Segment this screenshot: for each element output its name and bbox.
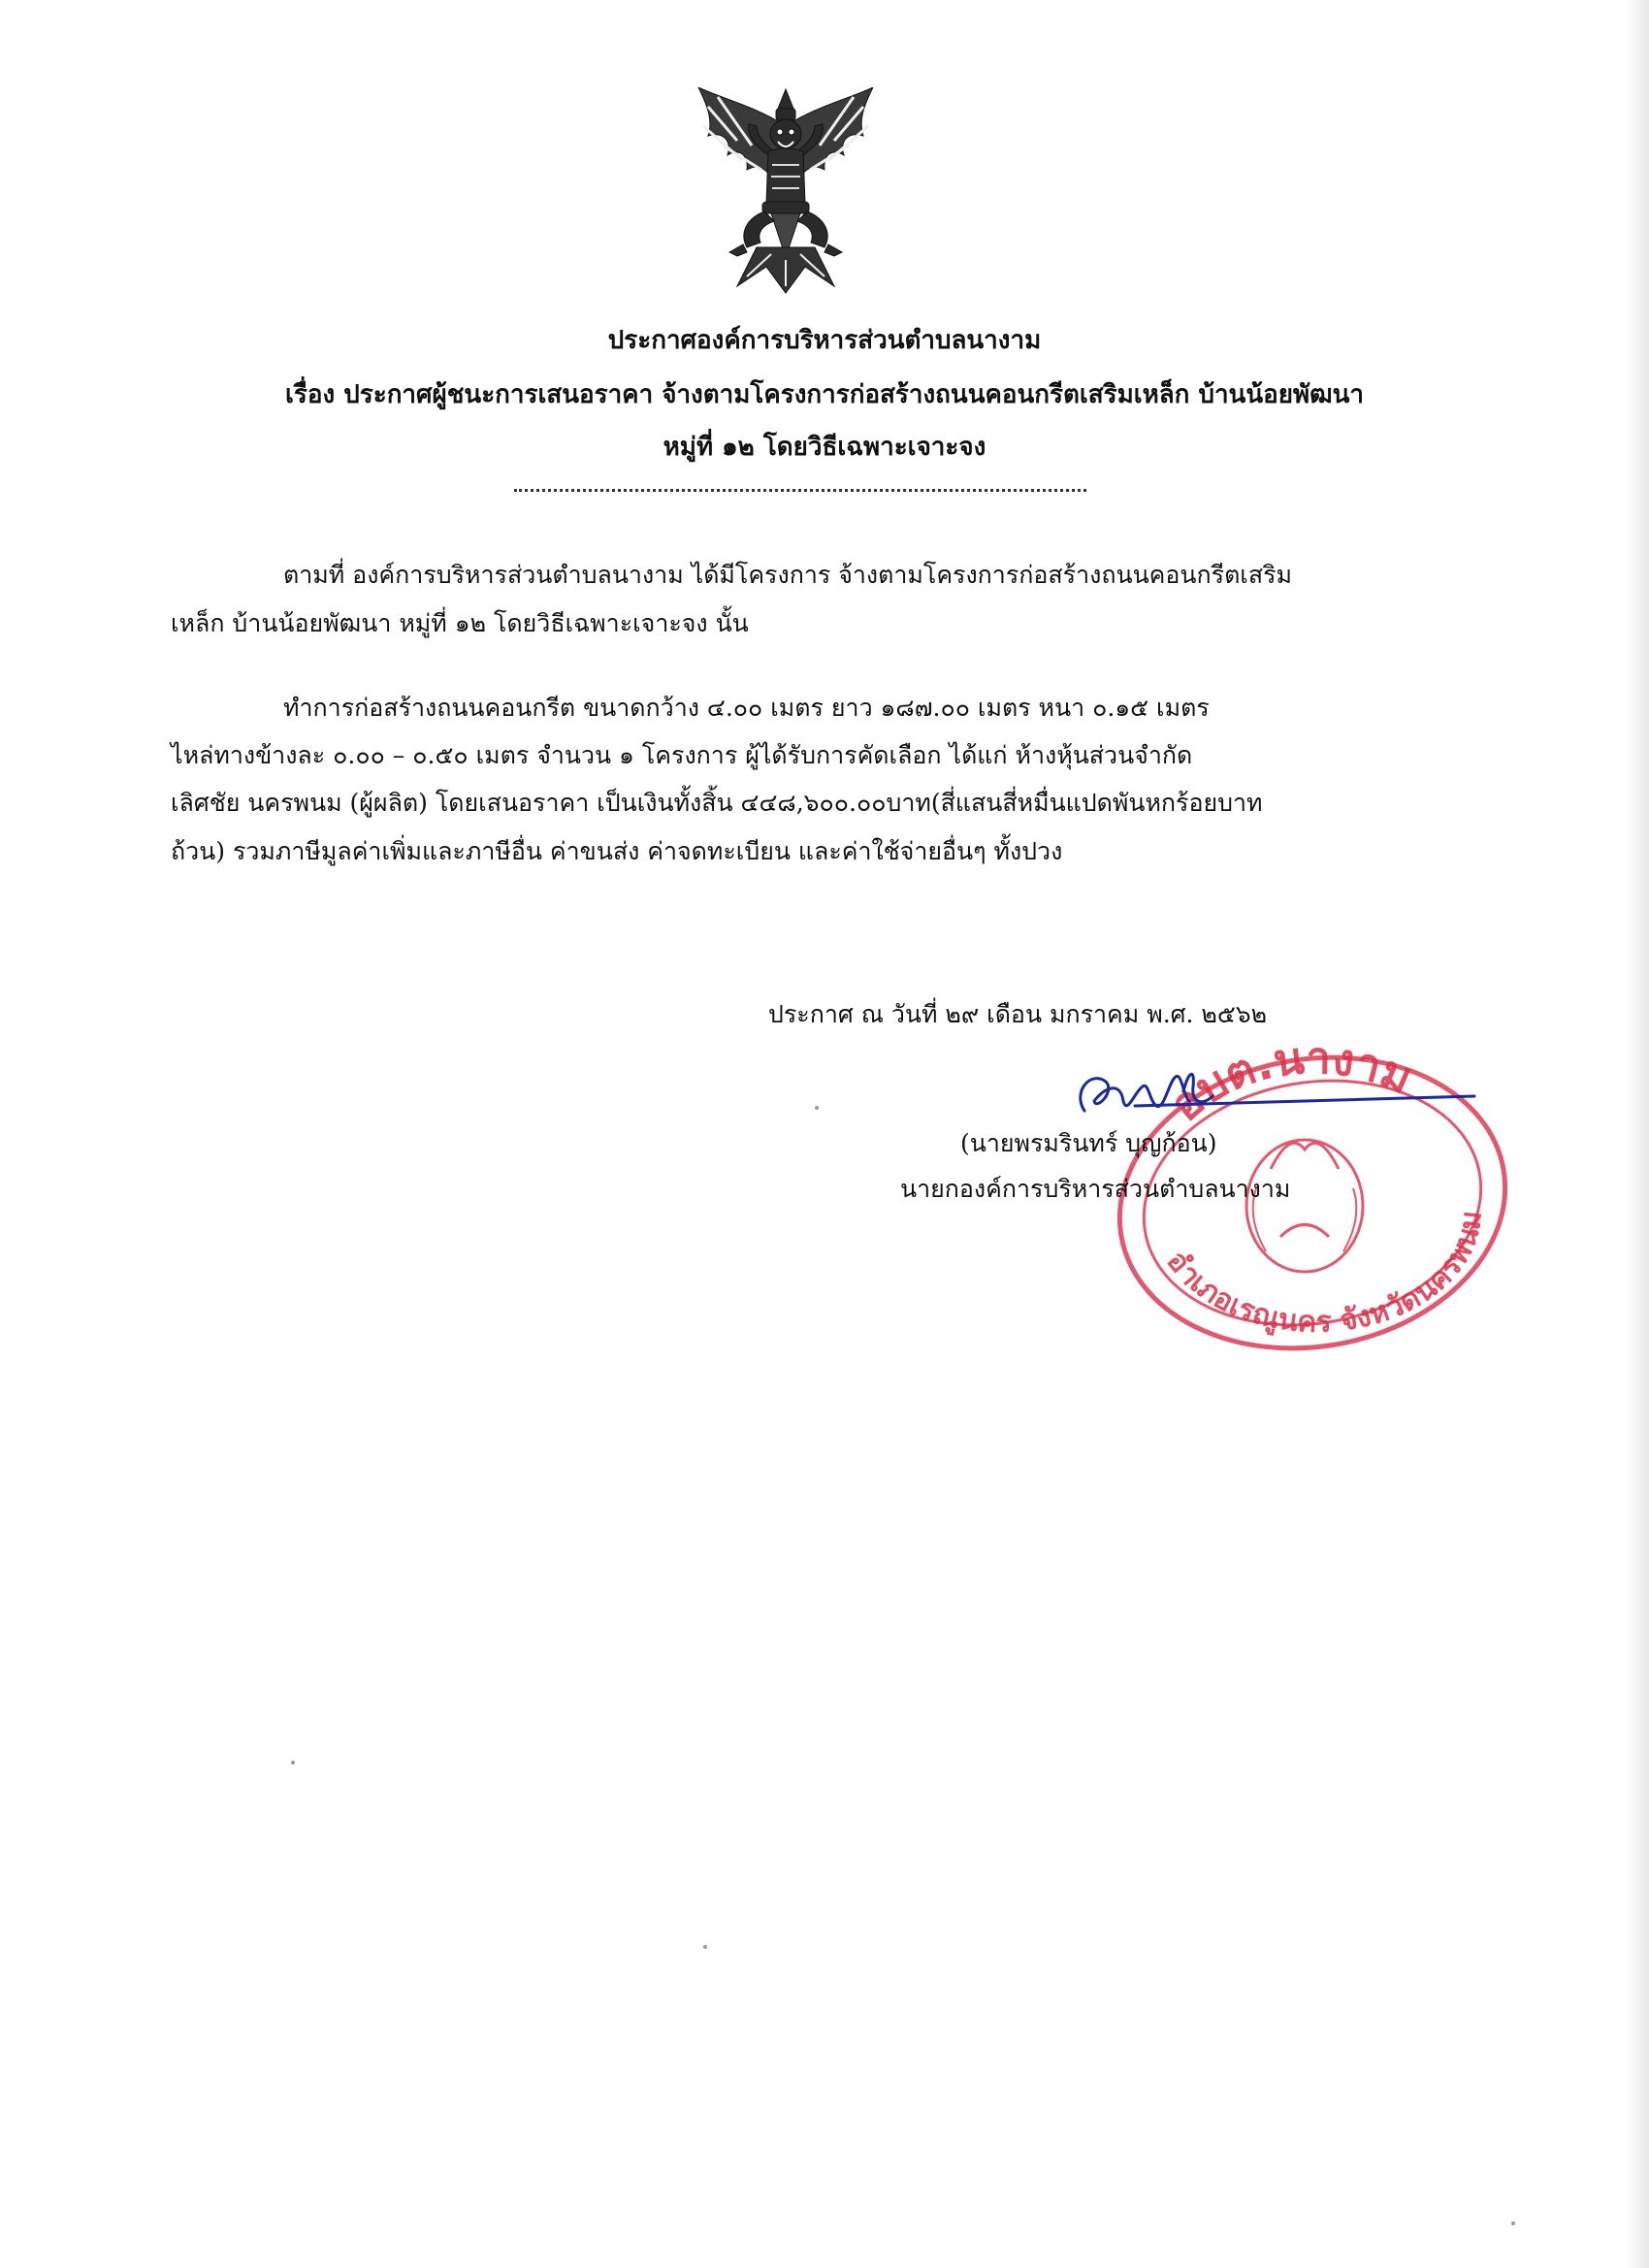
signer-title: นายกองค์การบริหารส่วนตำบลนางาม [900, 1175, 1291, 1203]
stamp-bottom-text: อำเภอเรณูนคร จังหวัดนครพนม [1159, 1209, 1489, 1340]
paragraph-2-line-1: ทำการก่อสร้างถนนคอนกรีต ขนาดกว้าง ๔.๐๐ เมตร ยาว ๑๘๗.๐๐ เมตร หนา ๐.๑๕ เมตร [283, 694, 1210, 722]
paragraph-2-line-2: ไหล่ทางข้างละ ๐.๐๐ – ๐.๕๐ เมตร จำนวน ๑ โครงการ ผู้ได้รับการคัดเลือก ได้แก่ ห้างหุ้นส่วนจำกัด [171, 741, 1193, 769]
subject-line-1: เรื่อง ประกาศผู้ชนะการเสนอราคา จ้างตามโครงการก่อสร้างถนนคอนกรีตเสริมเหล็ก บ้านน้อยพัฒนา [285, 380, 1364, 409]
paragraph-2-line-4: ถ้วน) รวมภาษีมูลค่าเพิ่มและภาษีอื่น ค่าขนส่ง ค่าจดทะเบียน และค่าใช้จ่ายอื่นๆ ทั้งปวง [171, 837, 1063, 865]
scan-speck [291, 1761, 295, 1765]
subject-line-2: หมู่ที่ ๑๒ โดยวิธีเฉพาะเจาะจง [663, 433, 986, 462]
scan-speck [703, 1945, 707, 1949]
dotted-divider [514, 489, 1086, 492]
garuda-emblem-icon [679, 87, 892, 296]
scan-speck [815, 1106, 819, 1110]
signer-name: (นายพรมรินทร์ บุญก้อน) [960, 1129, 1217, 1157]
announcement-date: ประกาศ ณ วันที่ ๒๙ เดือน มกราคม พ.ศ. ๒๕๖๒ [768, 1000, 1268, 1028]
paragraph-2-line-3: เลิศชัย นครพนม (ผู้ผลิต) โดยเสนอราคา เป็นเงินทั้งสิ้น ๔๔๘,๖๐๐.๐๐บาท(สี่แสนสี่หมื่นแปดพันหกร้อยบาท [171, 789, 1263, 817]
paragraph-1-line-1: ตามที่ องค์การบริหารส่วนตำบลนางาม ได้มีโครงการ จ้างตามโครงการก่อสร้างถนนคอนกรีตเสริม [283, 561, 1293, 589]
handwritten-signature [1067, 1053, 1484, 1140]
scan-speck [1511, 2221, 1515, 2225]
stamp-top-text: อบต.นางาม [1159, 1043, 1421, 1132]
organization-heading: ประกาศองค์การบริหารส่วนตำบลนางาม [607, 326, 1042, 355]
paragraph-1-line-2: เหล็ก บ้านน้อยพัฒนา หมู่ที่ ๑๒ โดยวิธีเฉพาะเจาะจง นั้น [171, 609, 749, 637]
